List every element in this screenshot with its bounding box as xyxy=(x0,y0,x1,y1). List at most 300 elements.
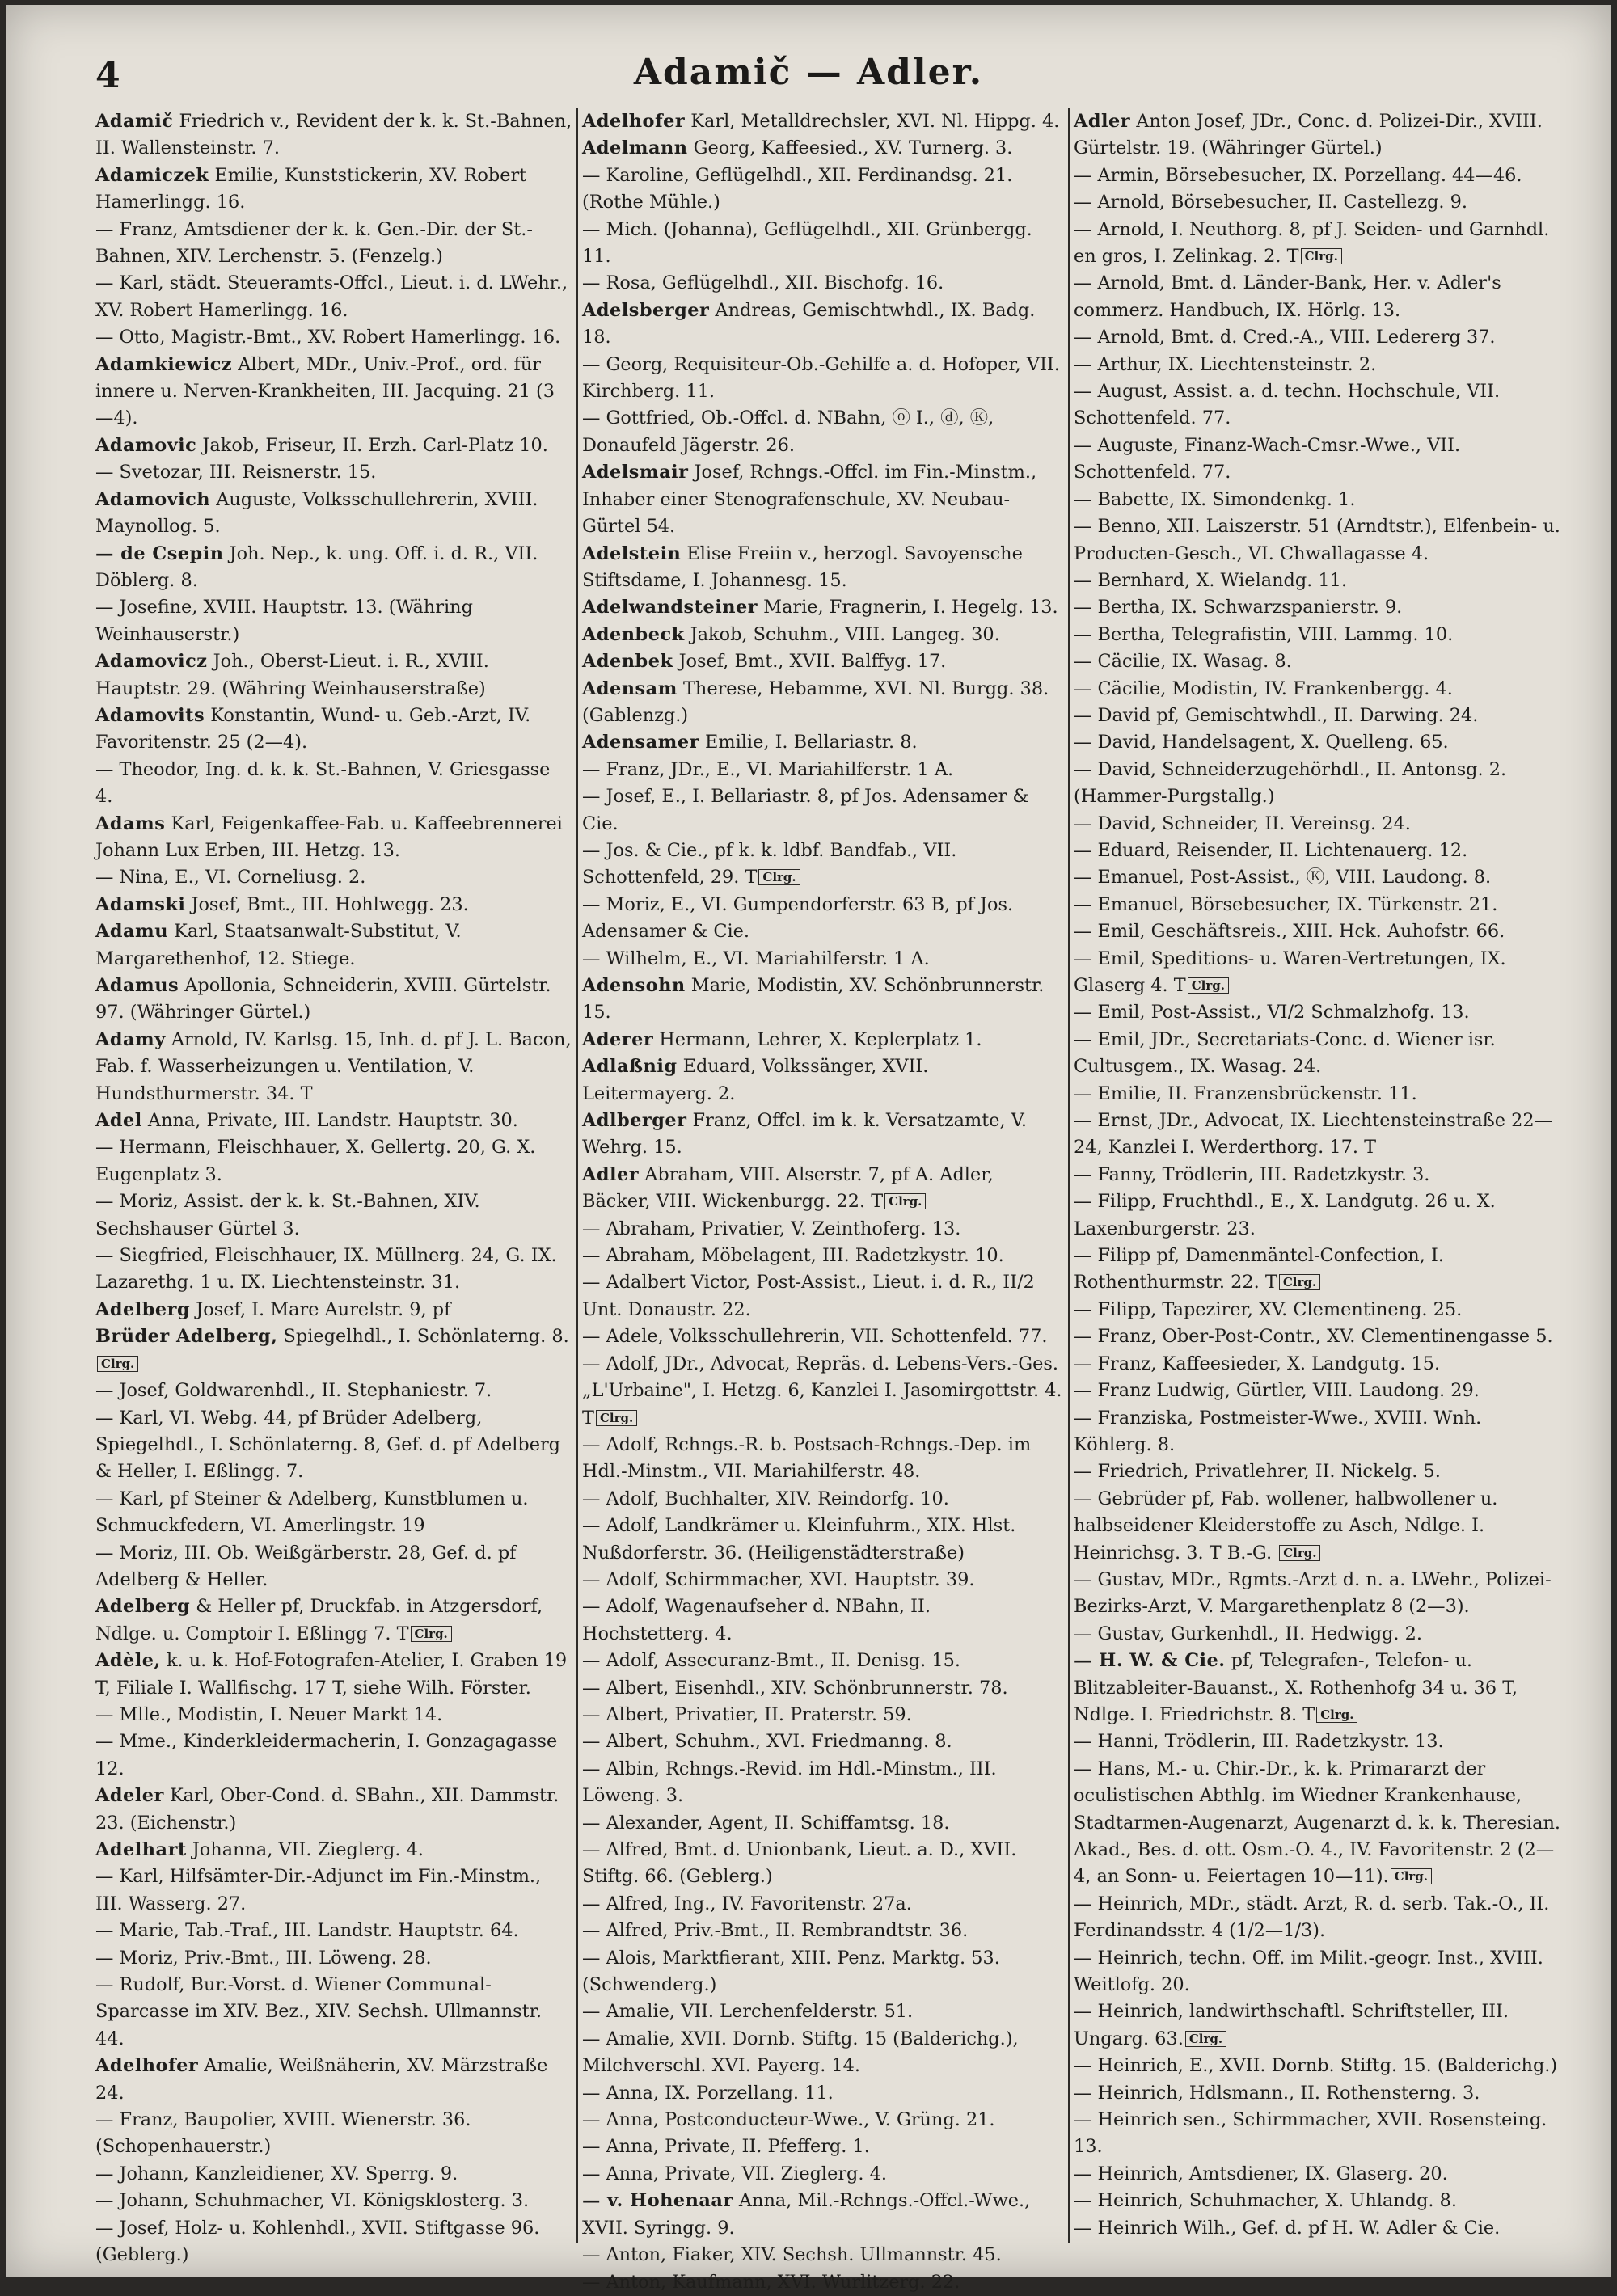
entry-text: — Alexander, Agent, II. Schiffamtsg. 18. xyxy=(582,1812,950,1834)
directory-entry xyxy=(582,1702,1062,1728)
column-2 xyxy=(582,108,1062,2293)
entry-text: Johanna, VII. Zieglerg. 4. xyxy=(186,1839,424,1860)
directory-entry xyxy=(1074,918,1562,945)
directory-entry xyxy=(582,1351,1062,1432)
directory-entry xyxy=(582,2026,1062,2080)
column-rule xyxy=(1068,108,1070,2243)
directory-entry xyxy=(582,892,1062,946)
directory-entry xyxy=(1074,838,1562,864)
directory-entry xyxy=(582,352,1062,406)
entry-text: — Friedrich, Privatlehrer, II. Nickelg. 5. xyxy=(1074,1461,1441,1483)
directory-entry xyxy=(582,270,1062,297)
clearing-badge: Clrg. xyxy=(411,1626,452,1642)
entry-text: — Franziska, Postmeister-Wwe., XVIII. Wnh. Köhlerg. 8. xyxy=(1074,1407,1482,1455)
entry-text: — Adalbert Victor, Post-Assist., Lieut. i. d. R., II/2 Unt. Donaustr. 22. xyxy=(582,1272,1035,1320)
directory-entry xyxy=(582,648,1062,675)
directory-entry xyxy=(582,729,1062,756)
entry-text: — Heinrich, Amtsdiener, IX. Glaserg. 20. xyxy=(1074,2163,1448,2184)
directory-entry xyxy=(95,1837,572,1863)
entry-text: — Moriz, E., VI. Gumpendorferstr. 63 B, pf Jos. Adensamer & Cie. xyxy=(582,893,1014,943)
directory-entry xyxy=(1074,757,1562,811)
entry-surname: Adelhofer xyxy=(582,111,686,132)
entry-surname: Brüder Adelberg, xyxy=(95,1326,278,1348)
entry-text: — Franz, Amtsdiener der k. k. Gen.-Dir. der St.-Bahnen, XIV. Lerchenstr. 5. (Fenzelg.) xyxy=(95,218,533,268)
directory-entry xyxy=(582,973,1062,1027)
entry-text: Friedrich v., Revident der k. k. St.-Bahnen, II. Wallensteinstr. 7. xyxy=(95,111,572,159)
entry-text: — Heinrich Wilh., Gef. d. pf H. W. Adler & Cie. xyxy=(1074,2217,1501,2239)
entry-text: — Theodor, Ing. d. k. k. St.-Bahnen, V. Griesgasse 4. xyxy=(95,758,551,808)
entry-text: — Albert, Eisenhdl., XIV. Schönbrunnerstr. 78. xyxy=(582,1677,1008,1699)
entry-text: — Emil, Speditions- u. Waren-Vertretungen, IX. Glaserg 4. T xyxy=(1074,948,1506,996)
clearing-badge: Clrg. xyxy=(97,1356,138,1372)
entry-text: — Arnold, Bmt. d. Cred.-A., VIII. Ledererg 37. xyxy=(1074,327,1496,348)
directory-entry xyxy=(1074,217,1562,271)
entry-surname: Adelsberger xyxy=(582,299,710,321)
directory-entry xyxy=(582,1216,1062,1243)
entry-text: — Moriz, Assist. der k. k. St.-Bahnen, XIV. Sechshauser Gürtel 3. xyxy=(95,1191,480,1239)
directory-entry xyxy=(582,622,1062,648)
entry-text: — Arnold, Bmt. d. Länder-Bank, Her. v. Adler's commerz. Handbuch, IX. Hörlg. 13. xyxy=(1074,272,1501,321)
directory-entry xyxy=(582,298,1062,352)
directory-entry xyxy=(582,1648,1062,1674)
entry-text: — Karl, Hilfsämter-Dir.-Adjunct im Fin.-Minstm., III. Wasserg. 27. xyxy=(95,1866,542,1914)
entry-text: — Albin, Rchngs.-Revid. im Hdl.-Minstm., III. Löweng. 3. xyxy=(582,1758,997,1807)
entry-text: — Anna, Private, VII. Zieglerg. 4. xyxy=(582,2163,887,2184)
entry-text: Anton Josef, JDr., Conc. d. Polizei-Dir., XVIII. Gürtelstr. 19. (Währinger Gürtel.) xyxy=(1074,111,1543,159)
entry-text: Karl, Feigenkaffee-Fab. u. Kaffeebrennerei Johann Lux Erben, III. Hetzg. 13. xyxy=(95,812,563,861)
directory-entry xyxy=(1074,999,1562,1026)
directory-entry xyxy=(1074,594,1562,621)
entry-text: — Moriz, III. Ob. Weißgärberstr. 28, Gef. d. pf Adelberg & Heller. xyxy=(95,1542,517,1590)
entry-text: — Heinrich sen., Schirmmacher, XVII. Rosensteing. 13. xyxy=(1074,2109,1547,2158)
directory-entry xyxy=(1074,1728,1562,1755)
entry-text: Josef, Bmt., XVII. Balffyg. 17. xyxy=(673,651,947,673)
directory-entry xyxy=(582,1728,1062,1755)
entry-text: — Gustav, MDr., Rgmts.-Arzt d. n. a. LWehr., Polizei-Bezirks-Arzt, V. Margarethenplatz 8 (2—3). xyxy=(1074,1568,1552,1618)
directory-entry xyxy=(582,1162,1062,1216)
entry-text: — Anna, IX. Porzellang. 11. xyxy=(582,2082,834,2104)
entry-text: — Wilhelm, E., VI. Mariahilferstr. 1 A. xyxy=(582,948,930,969)
directory-entry xyxy=(1074,892,1562,918)
entry-text: Emilie, Kunststickerin, XV. Robert Hamerlingg. 16. xyxy=(95,164,527,213)
entry-surname: Adensohn xyxy=(582,975,686,996)
entry-text: — Arnold, Börsebesucher, II. Castellezg. 9. xyxy=(1074,192,1468,213)
directory-entry xyxy=(95,270,572,324)
entry-text: — Mlle., Modistin, I. Neuer Markt 14. xyxy=(95,1703,443,1725)
entry-surname: Adamovich xyxy=(95,488,211,510)
entry-surname: Adams xyxy=(95,812,166,834)
directory-entry xyxy=(1074,378,1562,433)
directory-entry xyxy=(95,1188,572,1243)
directory-entry xyxy=(582,1945,1062,1999)
directory-entry xyxy=(1074,1486,1562,1567)
entry-text: — Heinrich, Hdlsmann., II. Rothensterng. 3. xyxy=(1074,2082,1480,2104)
entry-text: — Franz, Ober-Post-Contr., XV. Clementinengasse 5. xyxy=(1074,1326,1553,1348)
entry-text: — Bernhard, X. Wielandg. 11. xyxy=(1074,569,1348,591)
directory-entry xyxy=(1074,1567,1562,1621)
clearing-badge: Clrg. xyxy=(596,1410,637,1426)
directory-entry xyxy=(95,918,572,973)
directory-entry xyxy=(582,2188,1062,2242)
directory-entry xyxy=(95,1648,572,1702)
entry-text: — Karoline, Geflügelhdl., XII. Ferdinandsg. 21. (Rothe Mühle.) xyxy=(582,164,1013,213)
entry-text: — Svetozar, III. Reisnerstr. 15. xyxy=(95,462,377,483)
directory-entry xyxy=(1074,1891,1562,1945)
directory-entry xyxy=(95,541,572,595)
column-rule xyxy=(576,108,578,2243)
clearing-badge: Clrg. xyxy=(1188,977,1229,994)
directory-entry xyxy=(582,1027,1062,1053)
directory-entry xyxy=(1074,1108,1562,1162)
entry-text: Apollonia, Schneiderin, XVIII. Gürtelstr. 97. (Währinger Gürtel.) xyxy=(95,975,551,1023)
entry-text: Abraham, VIII. Alserstr. 7, pf A. Adler, Bäcker, VIII. Wickenburgg. 22. T xyxy=(582,1163,994,1213)
entry-text: Jakob, Friseur, II. Erzh. Carl-Platz 10. xyxy=(196,434,548,456)
entry-text: Jakob, Schuhm., VIII. Langeg. 30. xyxy=(684,623,1000,645)
entry-surname: Adamy xyxy=(95,1028,166,1050)
directory-columns xyxy=(6,108,1611,2293)
directory-entry xyxy=(95,2161,572,2188)
directory-entry xyxy=(1074,1351,1562,1378)
directory-entry xyxy=(95,459,572,486)
entry-text: — Karl, VI. Webg. 44, pf Brüder Adelberg, Spiegelhdl., I. Schönlaterng. 8, Gef. d. pf Adelberg & Heller, I. Eßlingg. 7. xyxy=(95,1407,561,1483)
entry-text: Joh., Oberst-Lieut. i. R., XVIII. Hauptstr. 29. (Währing Weinhauserstraße) xyxy=(95,651,489,699)
directory-entry xyxy=(1074,1027,1562,1081)
directory-entry xyxy=(95,162,572,217)
entry-text: Georg, Kaffeesied., XV. Turnerg. 3. xyxy=(687,137,1013,159)
directory-entry xyxy=(582,541,1062,595)
entry-text: Emilie, I. Bellariastr. 8. xyxy=(699,732,918,753)
entry-surname: Adamovic xyxy=(95,434,197,456)
entry-text: — Franz, Kaffeesieder, X. Landgutg. 15. xyxy=(1074,1353,1441,1374)
running-head: Adamič — Adler. xyxy=(633,52,984,93)
entry-surname: Adamkiewicz xyxy=(95,353,233,375)
entry-text: Josef, Rchngs.-Offcl. im Fin.-Minstm., Inhaber einer Stenografenschule, XV. Neubau-Gürtel 54. xyxy=(582,462,1037,538)
directory-entry xyxy=(95,1323,572,1378)
directory-entry xyxy=(95,1108,572,1134)
entry-surname: Adelsmair xyxy=(582,462,689,483)
entry-text: — Adolf, Schirmmacher, XVI. Hauptstr. 39. xyxy=(582,1568,975,1590)
directory-entry xyxy=(1074,1405,1562,1459)
entry-text: — Mich. (Johanna), Geflügelhdl., XII. Grünbergg. 11. xyxy=(582,218,1032,268)
directory-entry xyxy=(1074,811,1562,838)
entry-text: — Emilie, II. Franzensbrückenstr. 11. xyxy=(1074,1083,1417,1104)
entry-text: — Abraham, Möbelagent, III. Radetzkystr. 10. xyxy=(582,1245,1004,1267)
entry-surname: Adler xyxy=(582,1163,640,1185)
entry-text: — Karl, städt. Steueramts-Offcl., Lieut. i. d. LWehr., XV. Robert Hamerlingg. 16. xyxy=(95,272,568,321)
entry-text: — Abraham, Privatier, V. Zeinthoferg. 13. xyxy=(582,1218,961,1239)
directory-entry xyxy=(95,1540,572,1594)
entry-text: — Fanny, Trödlerin, III. Radetzkystr. 3. xyxy=(1074,1163,1430,1185)
entry-text: — Filipp pf, Damenmäntel-Confection, I. Rothenthurmstr. 22. T xyxy=(1074,1245,1444,1294)
entry-text: & Heller pf, Druckfab. in Atzgersdorf, Ndlge. u. Comptoir I. Eßlingg 7. T xyxy=(95,1596,543,1644)
directory-entry xyxy=(95,2107,572,2161)
directory-entry xyxy=(1074,352,1562,378)
entry-text: — Nina, E., VI. Corneliusg. 2. xyxy=(95,867,366,888)
entry-text: — David, Schneiderzugehörhdl., II. Antonsg. 2. (Hammer-Purgstallg.) xyxy=(1074,758,1507,808)
column-1 xyxy=(95,108,572,2266)
directory-entry xyxy=(582,1810,1062,1837)
directory-entry xyxy=(1074,1945,1562,1999)
directory-entry xyxy=(1074,1323,1562,1350)
entry-text: Amalie, Weißnäherin, XV. Märzstraße 24. xyxy=(95,2055,548,2104)
entry-text: Franz, Offcl. im k. k. Versatzamte, V. Wehrg. 15. xyxy=(582,1110,1028,1159)
entry-text: — Adolf, Wagenaufseher d. NBahn, II. Hochstetterg. 4. xyxy=(582,1596,931,1644)
directory-entry xyxy=(95,811,572,865)
entry-text: Karl, Ober-Cond. d. SBahn., XII. Dammstr. 23. (Eichenstr.) xyxy=(95,1785,559,1834)
directory-entry xyxy=(582,2134,1062,2160)
entry-text: — Benno, XII. Laiszerstr. 51 (Arndtstr.), Elfenbein- u. Producten-Gesch., VI. Chwallagasse 4. xyxy=(1074,516,1560,564)
entry-text: — Franz, Baupolier, XVIII. Wienerstr. 36. (Schopenhauerstr.) xyxy=(95,2109,471,2158)
entry-surname: Aderer xyxy=(582,1028,654,1050)
directory-entry xyxy=(95,1593,572,1648)
directory-entry xyxy=(95,1486,572,1540)
directory-entry xyxy=(95,594,572,648)
directory-entry xyxy=(582,162,1062,217)
entry-text: — Anna, Postconducteur-Wwe., V. Grüng. 21. xyxy=(582,2109,995,2131)
directory-entry xyxy=(582,676,1062,730)
page-number: 4 xyxy=(95,55,120,96)
entry-text: — Gebrüder pf, Fab. wollener, halbwollener u. halbseidener Kleiderstoffe zu Asch, Ndlge. I. Heinrichsg. 3. T B.-G. xyxy=(1074,1488,1498,1564)
entry-text: — Filipp, Fruchthdl., E., X. Landgutg. 26 u. X. Laxenburgerstr. 23. xyxy=(1074,1191,1496,1239)
entry-text: Therese, Hebamme, XVI. Nl. Burgg. 38. (Gablenzg.) xyxy=(582,677,1049,726)
entry-text: — David pf, Gemischtwhdl., II. Darwing. 24. xyxy=(1074,704,1479,726)
directory-entry xyxy=(582,1486,1062,1513)
entry-surname: Adeler xyxy=(95,1785,164,1807)
entry-text: — Franz Ludwig, Gürtler, VIII. Laudong. 29. xyxy=(1074,1380,1480,1402)
directory-entry xyxy=(1074,864,1562,891)
directory-entry xyxy=(95,1134,572,1188)
directory-entry xyxy=(582,1891,1062,1918)
directory-entry xyxy=(95,648,572,703)
entry-text: — Emil, JDr., Secretariats-Conc. d. Wiener isr. Cultusgem., IX. Wasag. 24. xyxy=(1074,1028,1496,1078)
directory-entry xyxy=(1074,1458,1562,1485)
entry-text: — Jos. & Cie., pf k. k. ldbf. Bandfab., VII. Schottenfeld, 29. T xyxy=(582,839,957,888)
entry-text: — Heinrich, landwirthschaftl. Schriftsteller, III. Ungarg. 63. xyxy=(1074,2001,1509,2049)
entry-surname: Adamus xyxy=(95,975,179,996)
clearing-badge: Clrg. xyxy=(1279,1545,1320,1561)
entry-surname: Adenbek xyxy=(582,651,673,673)
directory-entry xyxy=(1074,2080,1562,2107)
entry-text: Albert, MDr., Univ.-Prof., ord. für innere u. Nerven-Krankheiten, III. Jacquing. 21 (3—4). xyxy=(95,353,555,429)
directory-entry xyxy=(1074,2053,1562,2079)
directory-entry xyxy=(1074,1998,1562,2053)
directory-entry xyxy=(1074,1378,1562,1404)
directory-entry xyxy=(1074,2107,1562,2161)
entry-surname: — H. W. & Cie. xyxy=(1074,1650,1226,1672)
directory-entry xyxy=(582,1675,1062,1702)
directory-entry xyxy=(1074,1081,1562,1108)
entry-surname: Adelberg xyxy=(95,1298,191,1320)
entry-text: Elise Freiin v., herzogl. Savoyensche Stiftsdame, I. Johannesg. 15. xyxy=(582,542,1023,591)
clearing-badge: Clrg. xyxy=(758,869,800,885)
entry-text: — Otto, Magistr.-Bmt., XV. Robert Hamerlingg. 16. xyxy=(95,327,561,348)
entry-surname: Adelstein xyxy=(582,542,682,564)
directory-entry xyxy=(582,1998,1062,2025)
directory-entry xyxy=(1074,1648,1562,1728)
entry-text: — Josef, Goldwarenhdl., II. Stephaniestr. 7. xyxy=(95,1380,492,1402)
entry-text: Josef, I. Mare Aurelstr. 9, pf xyxy=(190,1298,451,1320)
entry-text: Spiegelhdl., I. Schönlaterng. 8. xyxy=(277,1326,569,1348)
directory-entry xyxy=(582,459,1062,540)
directory-entry xyxy=(95,2188,572,2214)
entry-surname: Adelhofer xyxy=(95,2055,199,2077)
entry-text: — Emil, Geschäftsreis., XIII. Hck. Auhofstr. 66. xyxy=(1074,921,1505,943)
directory-entry xyxy=(1074,1243,1562,1297)
entry-text: — Anna, Private, II. Pfefferg. 1. xyxy=(582,2136,870,2158)
entry-text: — Hans, M.- u. Chir.-Dr., k. k. Primararzt der oculistischen Abthlg. im Wiedner Krankenhause, Stadtarmen-Augenarzt, Augenarzt d. k. k. Theresian. Akad., Bes. d. ott. Osm.-O. 4., IV. Favoritenstr. 2 (2—4, an Sonn- u. Feiertagen 10—11). xyxy=(1074,1758,1561,1888)
entry-surname: Adamski xyxy=(95,893,186,915)
entry-text: — Hanni, Trödlerin, III. Radetzkystr. 13. xyxy=(1074,1731,1444,1753)
entry-text: — Adolf, Rchngs.-R. b. Postsach-Rchngs.-Dep. im Hdl.-Minstm., VII. Mariahilferstr. 48. xyxy=(582,1433,1032,1483)
entry-surname: Adèle, xyxy=(95,1650,161,1672)
directory-entry xyxy=(95,703,572,757)
directory-entry xyxy=(582,783,1062,838)
entry-text: — Ernst, JDr., Advocat, IX. Liechtensteinstraße 22—24, Kanzlei I. Werderthorg. 17. T xyxy=(1074,1110,1552,1159)
directory-entry xyxy=(1074,2161,1562,2188)
entry-text: — Adolf, Buchhalter, XIV. Reindorfg. 10. xyxy=(582,1488,949,1509)
entry-text: — Alfred, Priv.-Bmt., II. Rembrandtstr. 36. xyxy=(582,1920,969,1942)
directory-entry xyxy=(582,1567,1062,1593)
entry-text: — Arnold, I. Neuthorg. 8, pf J. Seiden- und Garnhdl. en gros, I. Zelinkag. 2. T xyxy=(1074,218,1550,268)
directory-entry xyxy=(1074,648,1562,675)
directory-entry xyxy=(1074,622,1562,648)
directory-entry xyxy=(582,217,1062,271)
entry-surname: — de Csepin xyxy=(95,542,224,564)
directory-page xyxy=(6,5,1611,2293)
directory-entry xyxy=(582,1837,1062,1891)
directory-entry xyxy=(582,1432,1062,1486)
entry-text: — Anton, Kaufmann, XVI. Wurlitzerg. 22. xyxy=(582,2271,960,2293)
directory-entry xyxy=(582,1593,1062,1648)
entry-surname: Adlberger xyxy=(582,1110,687,1132)
directory-entry xyxy=(95,1027,572,1108)
entry-text: Marie, Fragnerin, I. Hegelg. 13. xyxy=(758,597,1058,618)
entry-text: — Josef, Holz- u. Kohlenhdl., XVII. Stiftgasse 96. (Geblerg.) xyxy=(95,2217,540,2266)
directory-entry xyxy=(1074,1756,1562,1891)
directory-entry xyxy=(95,1297,572,1323)
clearing-badge: Clrg. xyxy=(1185,2031,1226,2047)
clearing-badge: Clrg. xyxy=(1316,1707,1357,1723)
entry-text: — Moriz, Priv.-Bmt., III. Löweng. 28. xyxy=(95,1947,432,1969)
directory-entry xyxy=(95,1243,572,1297)
directory-entry xyxy=(582,135,1062,162)
entry-surname: Adensam xyxy=(582,677,678,699)
entry-text: — Emanuel, Post-Assist., Ⓚ, VIII. Laudong. 8. xyxy=(1074,867,1492,888)
directory-entry xyxy=(95,352,572,433)
directory-entry xyxy=(582,2242,1062,2269)
directory-entry xyxy=(95,217,572,271)
directory-entry xyxy=(1074,703,1562,729)
entry-text: — Adolf, JDr., Advocat, Repräs. d. Lebens-Vers.-Ges. „L'Urbaine", I. Hetzg. 6, Kanzlei I. Jasomirgottstr. 4. T xyxy=(582,1353,1062,1429)
entry-text: — Adolf, Assecuranz-Bmt., II. Denisg. 15. xyxy=(582,1650,960,1672)
directory-entry xyxy=(1074,513,1562,568)
entry-text: — Josef, E., I. Bellariastr. 8, pf Jos. Adensamer & Cie. xyxy=(582,786,1029,834)
directory-entry xyxy=(582,2161,1062,2188)
entry-text: — Arthur, IX. Liechtensteinstr. 2. xyxy=(1074,353,1377,375)
entry-surname: Adensamer xyxy=(582,732,699,753)
entry-text: Josef, Bmt., III. Hohlwegg. 23. xyxy=(185,893,469,915)
entry-surname: Adamič xyxy=(95,111,174,132)
entry-text: — Albert, Privatier, II. Praterstr. 59. xyxy=(582,1703,912,1725)
directory-entry xyxy=(95,973,572,1027)
entry-text: — Albert, Schuhm., XVI. Friedmanng. 8. xyxy=(582,1731,952,1753)
entry-text: — Rudolf, Bur.-Vorst. d. Wiener Communal-Sparcasse im XIV. Bez., XIV. Sechsh. Ullmannstr. 44. xyxy=(95,1974,543,2049)
directory-entry xyxy=(95,108,572,162)
entry-text: — Bertha, IX. Schwarzspanierstr. 9. xyxy=(1074,597,1403,618)
entry-text: — Heinrich, Schuhmacher, X. Uhlandg. 8. xyxy=(1074,2190,1457,2212)
directory-entry xyxy=(582,594,1062,621)
entry-text: — Johann, Kanzleidiener, XV. Sperrg. 9. xyxy=(95,2163,458,2184)
entry-text: — Hermann, Fleischhauer, X. Gellertg. 20, G. X. Eugenplatz 3. xyxy=(95,1137,536,1185)
clearing-badge: Clrg. xyxy=(1391,1868,1432,1884)
entry-surname: Adler xyxy=(1074,111,1131,132)
directory-entry xyxy=(95,1702,572,1728)
directory-entry xyxy=(582,108,1062,135)
directory-entry xyxy=(95,1945,572,1972)
directory-entry xyxy=(582,1756,1062,1810)
directory-entry xyxy=(1074,324,1562,351)
entry-text: — August, Assist. a. d. techn. Hochschule, VII. Schottenfeld. 77. xyxy=(1074,381,1501,429)
entry-surname: Adel xyxy=(95,1110,142,1132)
entry-text: — Heinrich, techn. Off. im Milit.-geogr. Inst., XVIII. Weitlofg. 20. xyxy=(1074,1947,1543,1996)
directory-entry xyxy=(582,1243,1062,1269)
directory-entry xyxy=(1074,676,1562,703)
directory-entry xyxy=(582,405,1062,459)
directory-entry xyxy=(95,892,572,918)
directory-entry xyxy=(582,1053,1062,1108)
directory-entry xyxy=(1074,1188,1562,1243)
entry-text: — Anton, Fiaker, XIV. Sechsh. Ullmannstr. 45. xyxy=(582,2244,1002,2266)
entry-text: — Karl, pf Steiner & Adelberg, Kunstblumen u. Schmuckfedern, VI. Amerlingstr. 19 xyxy=(95,1488,529,1537)
directory-entry xyxy=(95,324,572,351)
entry-text: — Emil, Post-Assist., VI/2 Schmalzhofg. 13. xyxy=(1074,1002,1470,1023)
directory-entry xyxy=(95,1863,572,1918)
entry-surname: Adlaßnig xyxy=(582,1056,678,1078)
clearing-badge: Clrg. xyxy=(1279,1274,1320,1290)
entry-text: — Alois, Marktfierant, XIII. Penz. Marktg. 53. (Schwenderg.) xyxy=(582,1947,1000,1996)
entry-text: — Johann, Schuhmacher, VI. Königsklosterg. 3. xyxy=(95,2190,530,2212)
directory-entry xyxy=(1074,1297,1562,1323)
directory-entry xyxy=(1074,108,1562,162)
directory-entry xyxy=(95,487,572,541)
entry-text: Karl, Staatsanwalt-Substitut, V. Margarethenhof, 12. Stiege. xyxy=(95,921,462,969)
entry-text: — Josefine, XVIII. Hauptstr. 13. (Währing Weinhauserstr.) xyxy=(95,597,473,645)
entry-text: — Georg, Requisiteur-Ob.-Gehilfe a. d. Hofoper, VII. Kirchberg. 11. xyxy=(582,353,1060,403)
directory-entry xyxy=(95,1405,572,1486)
directory-entry xyxy=(95,1378,572,1404)
entry-text: — Armin, Börsebesucher, IX. Porzellang. 44—46. xyxy=(1074,164,1522,186)
entry-text: — Franz, JDr., E., VI. Mariahilferstr. 1 A. xyxy=(582,758,954,780)
directory-entry xyxy=(95,1783,572,1837)
directory-entry xyxy=(582,2080,1062,2107)
entry-surname: Adamiczek xyxy=(95,164,209,186)
entry-surname: Adenbeck xyxy=(582,623,685,645)
entry-text: — Heinrich, MDr., städt. Arzt, R. d. serb. Tak.-O., II. Ferdinandsstr. 4 (1/2—1/3). xyxy=(1074,1893,1550,1942)
entry-text: Anna, Mil.-Rchngs.-Offcl.-Wwe., XVII. Syringg. 9. xyxy=(582,2190,1031,2239)
entry-surname: Adamovicz xyxy=(95,651,208,673)
entry-text: Karl, Metalldrechsler, XVI. Nl. Hippg. 4. xyxy=(685,111,1060,132)
entry-surname: Adamovits xyxy=(95,704,205,726)
entry-surname: — v. Hohenaar xyxy=(582,2190,733,2212)
directory-entry xyxy=(582,1108,1062,1162)
entry-text: — Gottfried, Ob.-Offcl. d. NBahn, ⓞ I., ⓓ, Ⓚ, Donaufeld Jägerstr. 26. xyxy=(582,407,994,456)
directory-entry xyxy=(582,1918,1062,1944)
entry-text: Eduard, Volkssänger, XVII. Leitermayerg. 2. xyxy=(582,1056,929,1104)
directory-entry xyxy=(1074,2215,1562,2242)
entry-text: — Cäcilie, Modistin, IV. Frankenbergg. 4. xyxy=(1074,677,1453,699)
entry-text: — Adolf, Landkrämer u. Kleinfuhrm., XIX. Hlst. Nußdorferstr. 36. (Heiligenstädterstraße) xyxy=(582,1515,1016,1564)
entry-surname: Adelwandsteiner xyxy=(582,597,758,618)
